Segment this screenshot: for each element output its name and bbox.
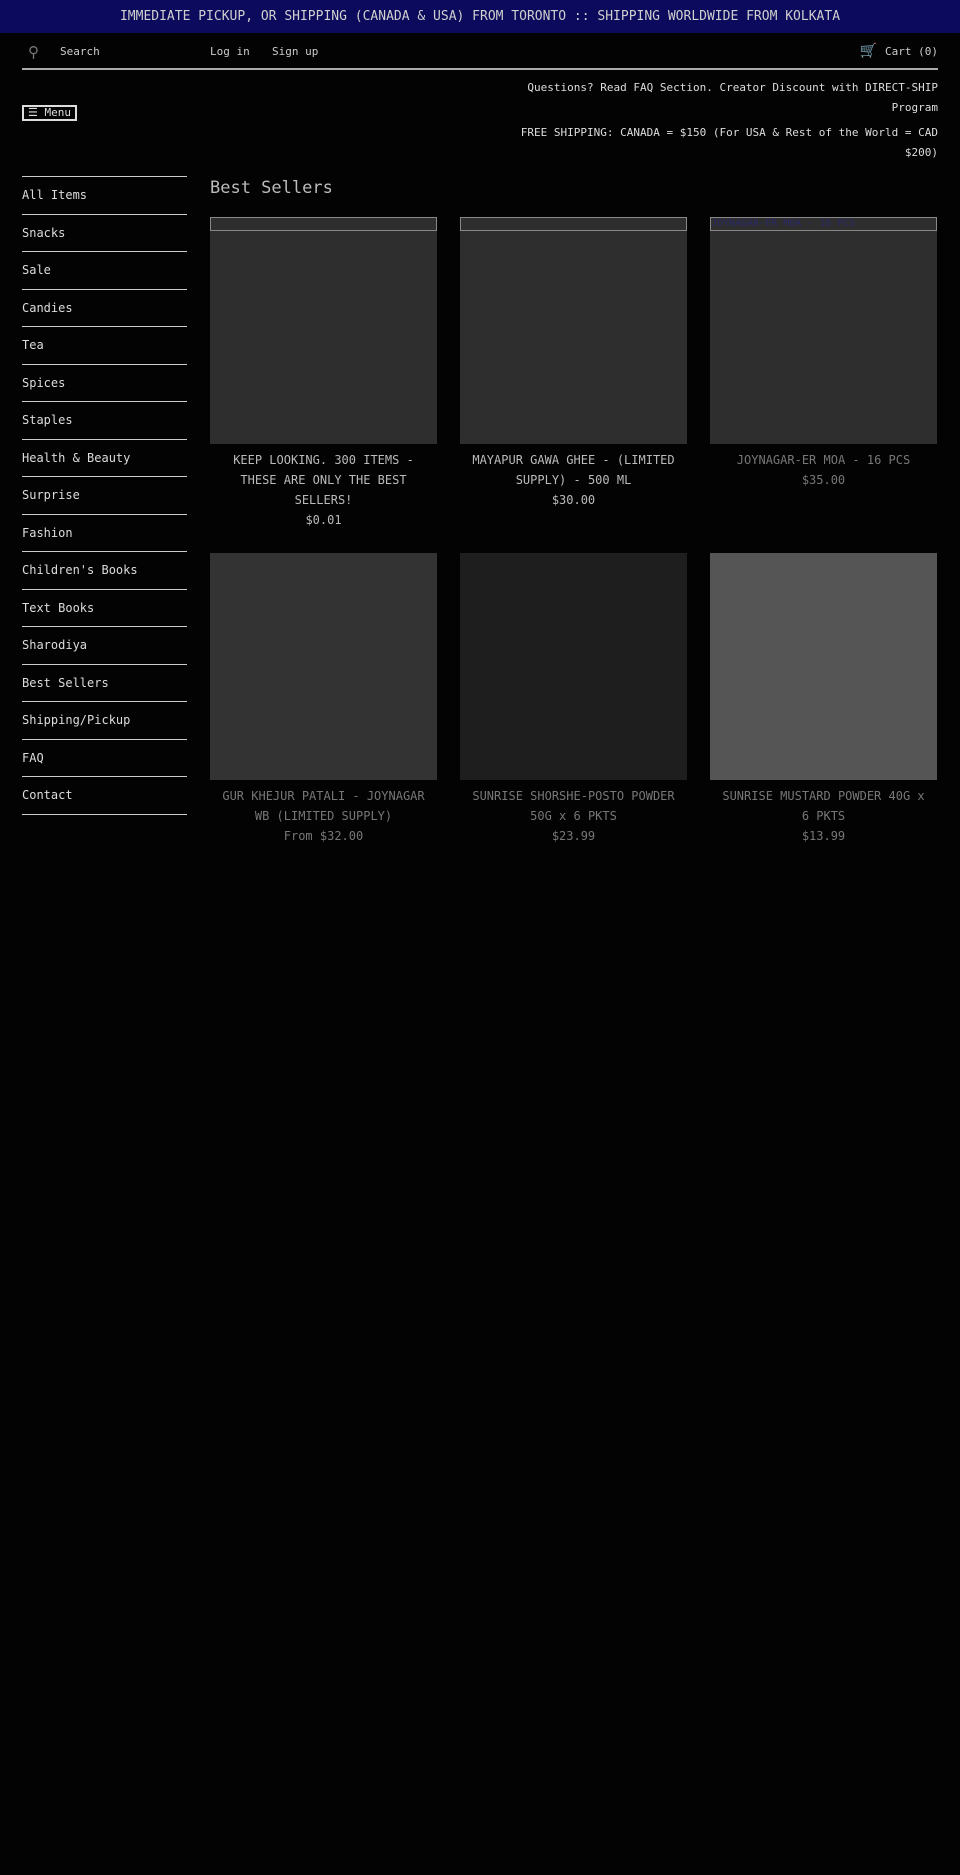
product-name[interactable]: SUNRISE SHORSHE-POSTO POWDER 50G x 6 PKTS (472, 789, 675, 823)
sidebar-item[interactable]: Snacks (22, 215, 187, 253)
cart-link[interactable]: Cart (0) (885, 44, 938, 58)
announcement-banner: IMMEDIATE PICKUP, OR SHIPPING (CANADA & USA) FROM TORONTO :: SHIPPING WORLDWIDE FROM KOLKATA (0, 0, 960, 33)
sidebar-item[interactable]: Sharodiya (22, 627, 187, 665)
login-link[interactable]: Log in (210, 45, 250, 58)
product-card[interactable] (710, 553, 937, 846)
sidebar-item[interactable]: Candies (22, 290, 187, 328)
product-card[interactable] (710, 217, 937, 490)
product-name[interactable]: MAYAPUR GAWA GHEE - (LIMITED SUPPLY) - 500 ML (472, 453, 675, 487)
product-price: From $32.00 (283, 829, 364, 843)
cart-area[interactable] (860, 43, 938, 59)
sidebar-item[interactable]: Spices (22, 365, 187, 403)
sidebar-item[interactable]: Contact (22, 777, 187, 815)
product-price: $35.00 (801, 473, 846, 487)
product-image[interactable] (710, 217, 937, 444)
search-icon[interactable]: ⚲ (28, 43, 39, 61)
image-alt-bar (460, 217, 687, 231)
product-card[interactable] (460, 553, 687, 846)
faq-notice[interactable]: Questions? Read FAQ Section. Creator Discount with DIRECT-SHIP Program (527, 81, 938, 114)
signup-link[interactable]: Sign up (272, 45, 319, 58)
product-price: $30.00 (551, 493, 596, 507)
sidebar-item[interactable]: Text Books (22, 590, 187, 628)
sidebar-item[interactable]: Sale (22, 252, 187, 290)
page-title: Best Sellers (210, 178, 333, 198)
sidebar-item[interactable]: Shipping/Pickup (22, 702, 187, 740)
product-name[interactable]: SUNRISE MUSTARD POWDER 40G x 6 PKTS (722, 789, 925, 823)
sidebar-nav (22, 176, 187, 815)
product-card[interactable] (210, 553, 437, 846)
cart-icon[interactable]: 🛒 (859, 43, 878, 59)
sidebar-item[interactable]: Children's Books (22, 552, 187, 590)
image-alt-bar (210, 217, 437, 231)
product-card[interactable] (460, 217, 687, 510)
product-price: $23.99 (551, 829, 596, 843)
sidebar-item[interactable]: Fashion (22, 515, 187, 553)
sidebar-item[interactable]: Health & Beauty (22, 440, 187, 478)
product-name[interactable]: KEEP LOOKING. 300 ITEMS - THESE ARE ONLY THE BEST SELLERS! (233, 453, 414, 507)
image-alt-bar: JOYNAGAR-ER MOA - 16 PCS (710, 217, 937, 231)
product-price: $13.99 (801, 829, 846, 843)
search-input[interactable]: Search (60, 45, 100, 58)
sidebar-item[interactable]: All Items (22, 177, 187, 215)
sidebar-item[interactable]: Best Sellers (22, 665, 187, 703)
product-image[interactable] (710, 553, 937, 780)
sidebar-item[interactable]: Surprise (22, 477, 187, 515)
product-name[interactable]: GUR KHEJUR PATALI - JOYNAGAR WB (LIMITED SUPPLY) (222, 789, 425, 823)
product-name[interactable]: JOYNAGAR-ER MOA - 16 PCS (736, 453, 911, 467)
shipping-notice: FREE SHIPPING: CANADA = $150 (For USA & Rest of the World = CAD $200) (520, 126, 938, 159)
sidebar-item[interactable]: FAQ (22, 740, 187, 778)
product-price: $0.01 (305, 513, 342, 527)
sidebar-item[interactable]: Tea (22, 327, 187, 365)
product-image[interactable] (460, 553, 687, 780)
product-image[interactable] (210, 553, 437, 780)
product-card[interactable] (210, 217, 437, 530)
menu-button[interactable]: ☰ Menu (22, 105, 77, 121)
top-bar (22, 40, 938, 70)
product-image[interactable] (210, 217, 437, 444)
product-image[interactable] (460, 217, 687, 444)
sidebar-item[interactable]: Staples (22, 402, 187, 440)
